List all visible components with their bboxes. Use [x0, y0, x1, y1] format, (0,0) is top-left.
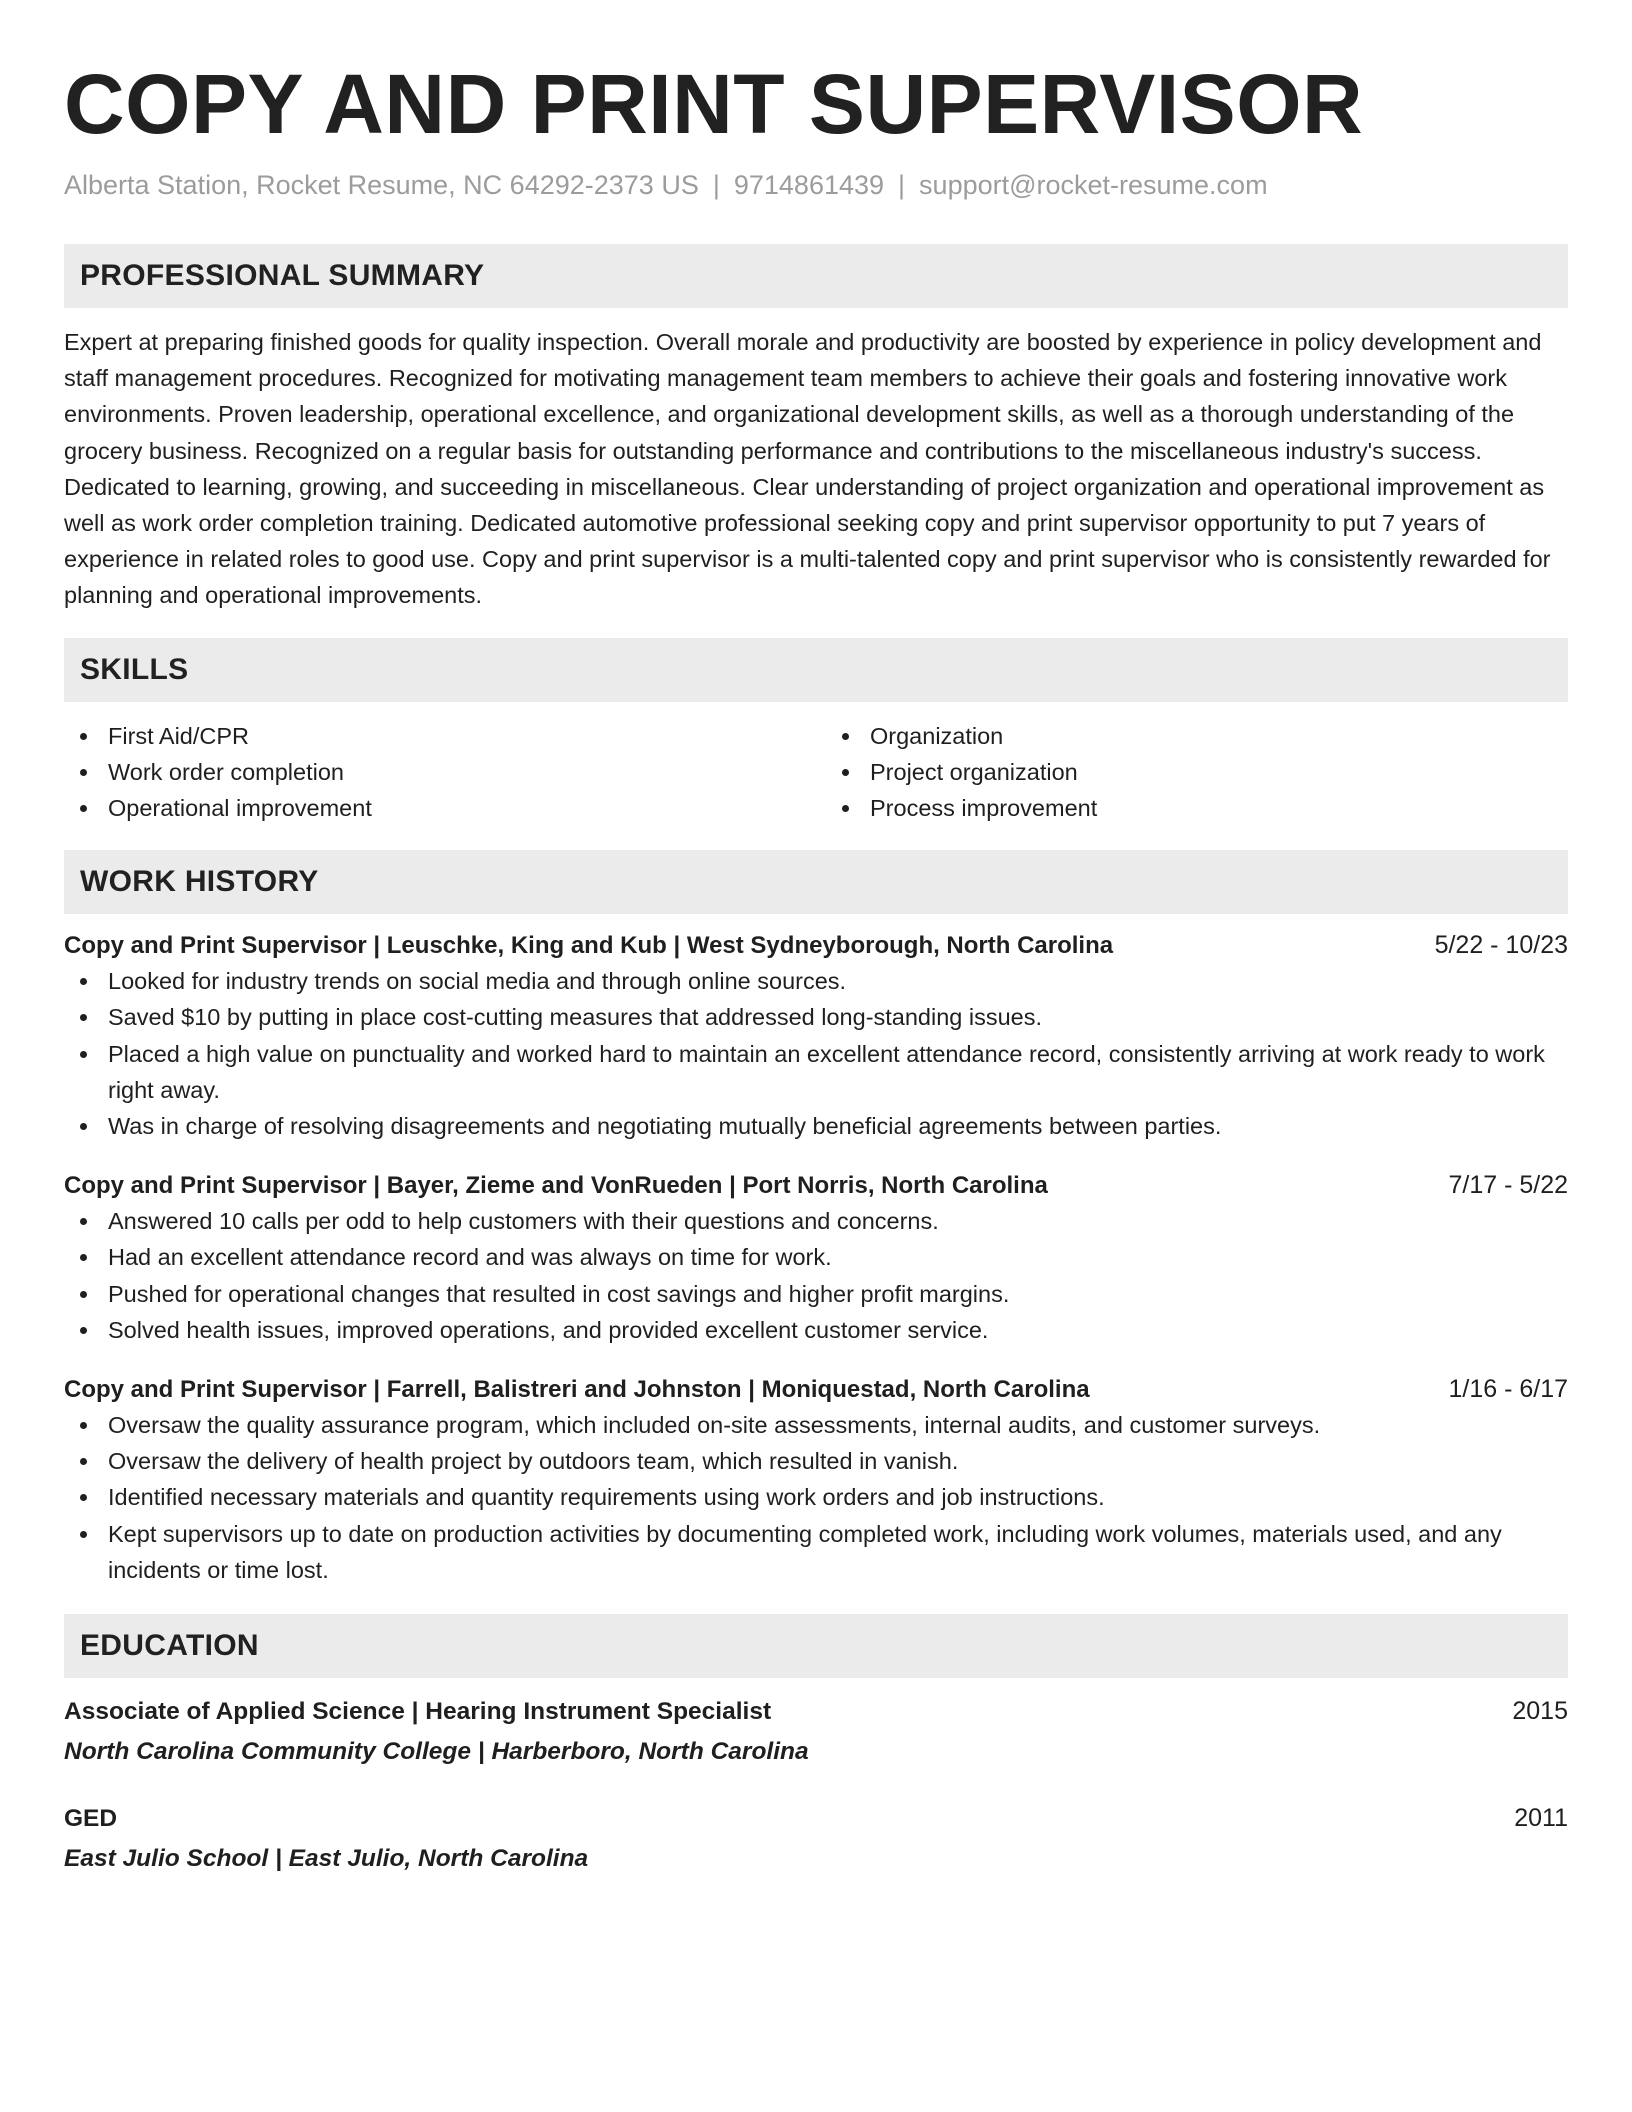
education-year: 2015: [1512, 1697, 1568, 1726]
job-bullet: Identified necessary materials and quantity requirements using work orders and job instructions.: [64, 1479, 1568, 1515]
skill-item: Work order completion: [64, 754, 806, 790]
skills-list-left: [64, 718, 806, 827]
skill-item: Organization: [826, 718, 1568, 754]
skills-list-right: [826, 718, 1568, 827]
job-entry: [64, 1168, 1568, 1348]
candidate-name: COPY AND PRINT SUPERVISOR: [64, 57, 1364, 151]
job-bullet: Oversaw the quality assurance program, which included on-site assessments, internal audits, and customer surveys.: [64, 1407, 1568, 1443]
job-entry: [64, 1372, 1568, 1588]
education-degree: Associate of Applied Science | Hearing Instrument Specialist: [64, 1698, 772, 1726]
education-entry: [64, 1801, 1568, 1876]
education-header: [64, 1694, 1568, 1729]
job-bullets: [64, 963, 1568, 1144]
job-title: Copy and Print Supervisor | Farrell, Balistreri and Johnston | Moniquestad, North Carolina: [64, 1376, 1090, 1404]
skill-item: First Aid/CPR: [64, 718, 806, 754]
job-title: Copy and Print Supervisor | Leuschke, King and Kub | West Sydneyborough, North Carolina: [64, 932, 1114, 960]
job-bullet: Pushed for operational changes that resulted in cost savings and higher profit margins.: [64, 1276, 1568, 1312]
education-school: East Julio School | East Julio, North Carolina: [64, 1845, 589, 1873]
education-entry: [64, 1694, 1568, 1769]
job-bullet: Placed a high value on punctuality and worked hard to maintain an excellent attendance record, consistently arriving at work ready to work right away.: [64, 1036, 1568, 1108]
job-bullet: Answered 10 calls per odd to help customers with their questions and concerns.: [64, 1203, 1568, 1239]
contact-separator: |: [712, 170, 720, 200]
education-school: North Carolina Community College | Harberboro, North Carolina: [64, 1738, 809, 1766]
contact-line: [64, 168, 1568, 202]
section-title-education: EDUCATION: [80, 1629, 259, 1663]
contact-email: support@rocket-resume.com: [919, 170, 1268, 200]
education-year: 2011: [1514, 1804, 1568, 1833]
job-bullet: Kept supervisors up to date on production activities by documenting completed work, including work volumes, materials used, and any incidents or time lost.: [64, 1516, 1568, 1588]
skill-item: Operational improvement: [64, 790, 806, 826]
job-bullet: Had an excellent attendance record and was always on time for work.: [64, 1239, 1568, 1275]
section-title-work: WORK HISTORY: [80, 865, 319, 899]
skill-item: Process improvement: [826, 790, 1568, 826]
job-title: Copy and Print Supervisor | Bayer, Zieme and VonRueden | Port Norris, North Carolina: [64, 1172, 1048, 1200]
contact-separator: |: [898, 170, 906, 200]
job-header: [64, 1168, 1568, 1203]
job-bullet: Looked for industry trends on social media and through online sources.: [64, 963, 1568, 999]
skill-item: Project organization: [826, 754, 1568, 790]
resume-page: [64, 0, 1568, 1876]
section-bar-skills: [64, 638, 1568, 702]
job-dates: 5/22 - 10/23: [1434, 931, 1568, 960]
job-entry: [64, 928, 1568, 1144]
job-bullet: Solved health issues, improved operations, and provided excellent customer service.: [64, 1312, 1568, 1348]
summary-text: Expert at preparing finished goods for quality inspection. Overall morale and productivity are boosted by experience in policy development and staff management procedures. Recognized for motivating management team members to achieve their goals and fostering innovative work environments. Proven leadership, operational excellence, and organizational development skills, as well as a thorough understanding of the grocery business. Recognized on a regular basis for outstanding performance and contributions to the miscellaneous industry's success. Dedicated to learning, growing, and succeeding in miscellaneous. Clear understanding of project organization and operational improvement as well as work order completion training. Dedicated automotive professional seeking copy and print supervisor opportunity to put 7 years of experience in related roles to good use. Copy and print supervisor is a multi-talented copy and print supervisor who is consistently rewarded for planning and operational improvements.: [64, 329, 1551, 609]
job-bullet: Was in charge of resolving disagreements and negotiating mutually beneficial agreements between parties.: [64, 1108, 1568, 1144]
job-dates: 1/16 - 6/17: [1448, 1375, 1568, 1404]
job-bullet: Oversaw the delivery of health project by outdoors team, which resulted in vanish.: [64, 1443, 1568, 1479]
job-bullets: [64, 1407, 1568, 1588]
section-title-skills: SKILLS: [80, 652, 189, 686]
job-header: [64, 928, 1568, 963]
contact-address: Alberta Station, Rocket Resume, NC 64292-2373 US: [64, 170, 699, 200]
education-header: [64, 1801, 1568, 1836]
job-bullets: [64, 1203, 1568, 1348]
section-bar-summary: [64, 244, 1568, 308]
section-bar-education: [64, 1614, 1568, 1678]
job-bullet: Saved $10 by putting in place cost-cutting measures that addressed long-standing issues.: [64, 999, 1568, 1035]
skills-grid: [64, 718, 1568, 827]
section-title-summary: PROFESSIONAL SUMMARY: [80, 259, 485, 292]
contact-phone: 9714861439: [733, 170, 885, 200]
education-degree: GED: [64, 1805, 118, 1833]
job-dates: 7/17 - 5/22: [1448, 1171, 1568, 1200]
job-header: [64, 1372, 1568, 1407]
section-bar-work: [64, 850, 1568, 914]
